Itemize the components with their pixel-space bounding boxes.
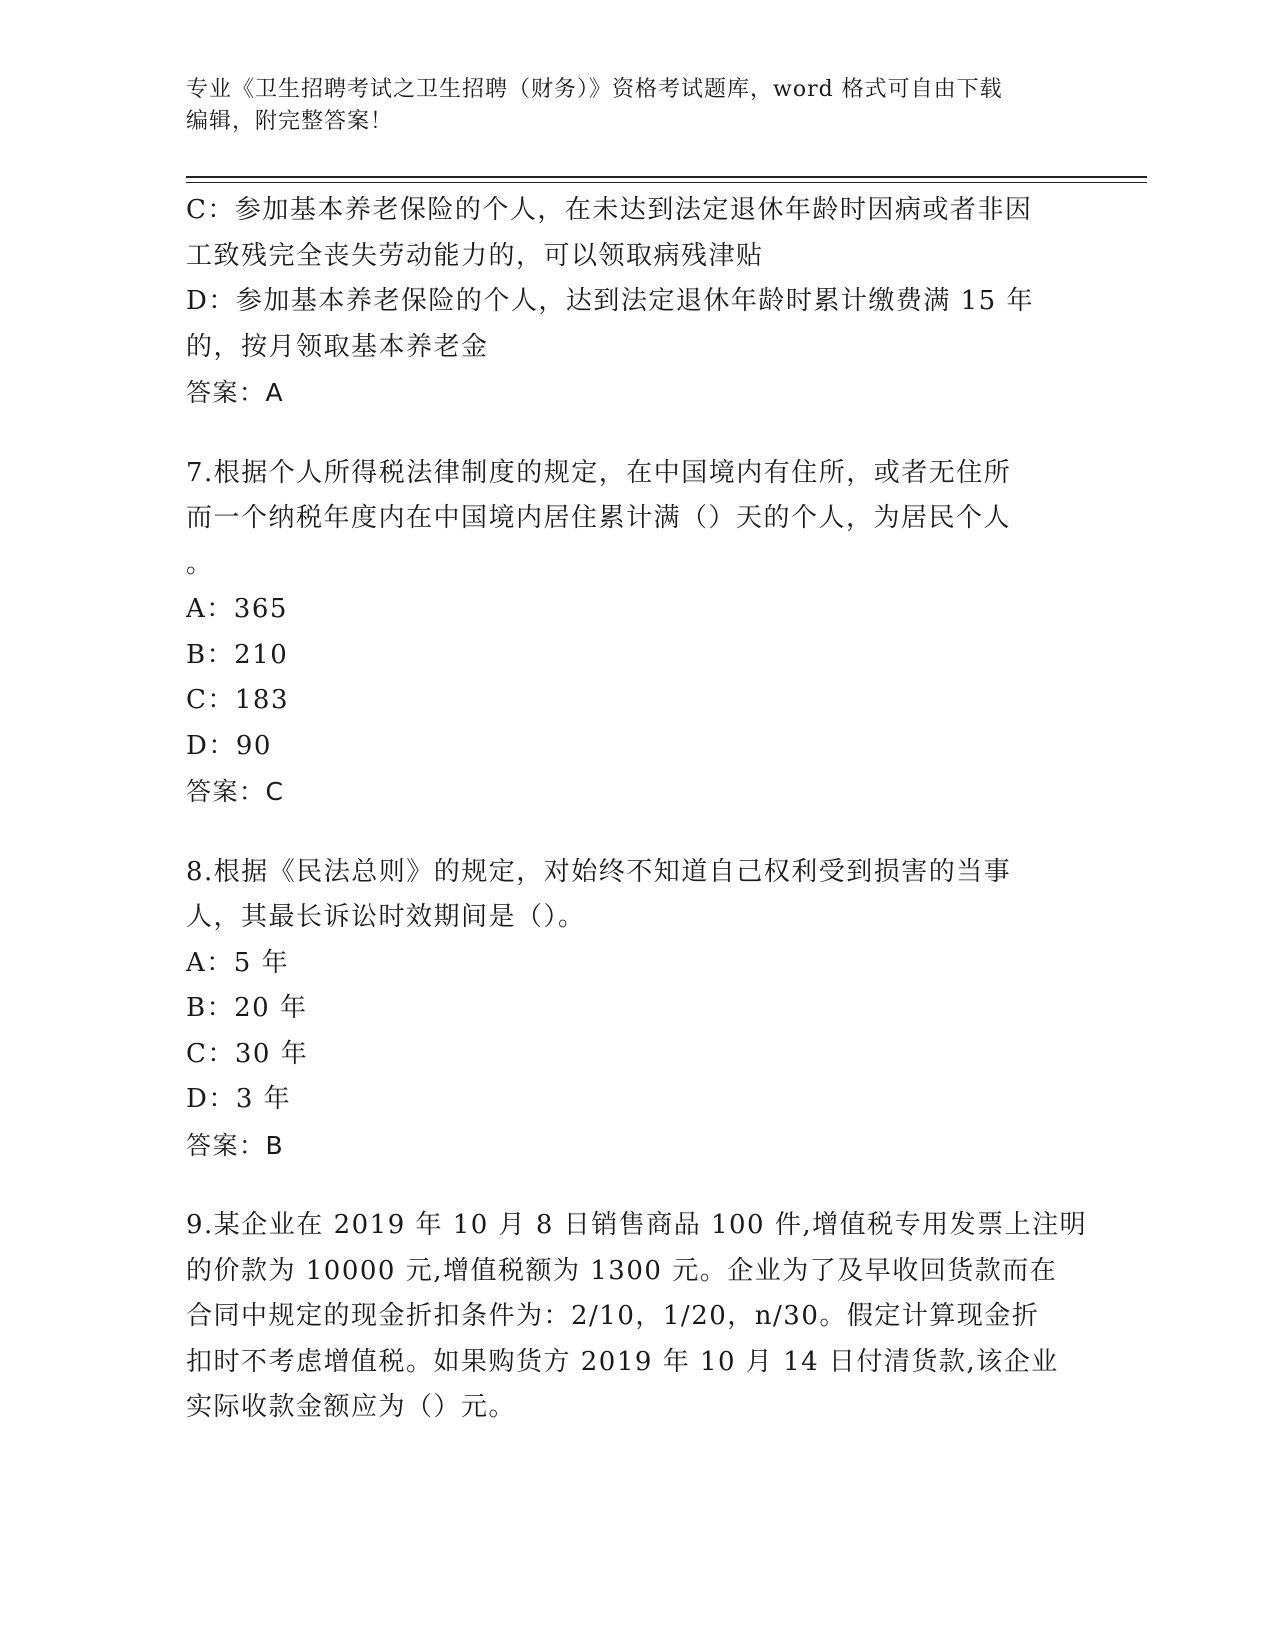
option-d: D：3 年	[186, 1084, 292, 1114]
header-title-line-1: 专业《卫生招聘考试之卫生招聘（财务）》资格考试题库，word 格式可自由下载	[186, 77, 1003, 102]
question-stem-line-3: 。	[186, 548, 214, 579]
answer-label: 答案：C	[186, 777, 285, 806]
option-b: B：20 年	[186, 993, 308, 1023]
question-stem-line-1: 8.根据《民法总则》的规定，对始终不知道自己权利受到损害的当事	[186, 856, 1012, 887]
option-c: C：183	[186, 685, 290, 715]
document-header	[186, 74, 1066, 138]
previous-question-tail	[186, 188, 1066, 416]
option-a: A：365	[186, 594, 288, 624]
option-d-line-1: D：参加基本养老保险的个人，达到法定退休年龄时累计缴费满 15 年	[186, 286, 1034, 316]
option-d: D：90	[186, 730, 272, 761]
question-stem-line-1: 9.某企业在 2019 年 10 月 8 日销售商品 100 件,增值税专用发票上注明	[186, 1210, 1088, 1240]
header-divider-thick	[186, 176, 1147, 178]
option-b: B：210	[186, 639, 289, 670]
question-stem-line-5: 实际收款金额应为（）元。	[186, 1392, 517, 1422]
document-body	[186, 188, 1088, 1431]
question-stem-line-4: 扣时不考虑增值税。如果购货方 2019 年 10 月 14 日付清货款,该企业	[186, 1346, 1059, 1377]
question-stem-line-2: 而一个纳税年度内在中国境内居住累计满（）天的个人，为居民个人	[186, 503, 1012, 533]
question-9	[186, 1203, 1088, 1431]
question-7	[186, 451, 1066, 815]
option-c-line-2: 工致残完全丧失劳动能力的，可以领取病残津贴	[186, 240, 764, 271]
question-8	[186, 850, 1066, 1169]
question-stem-line-1: 7.根据个人所得税法律制度的规定，在中国境内有住所，或者无住所	[186, 457, 1012, 488]
question-stem-line-2: 的价款为 10000 元,增值税额为 1300 元。企业为了及早收回货款而在	[186, 1255, 1058, 1286]
header-title-line-2: 编辑，附完整答案！	[186, 109, 394, 134]
option-c: C：30 年	[186, 1038, 309, 1069]
question-stem-line-3: 合同中规定的现金折扣条件为：2/10，1/20，n/30。假定计算现金折	[186, 1301, 1040, 1331]
question-stem-line-2: 人，其最长诉讼时效期间是（）。	[186, 902, 586, 932]
option-c-line-1: C：参加基本养老保险的个人，在未达到法定退休年龄时因病或者非因	[186, 195, 1033, 225]
header-divider-thin	[186, 182, 1147, 183]
option-a: A：5 年	[186, 947, 290, 978]
option-d-line-2: 的，按月领取基本养老金	[186, 331, 489, 362]
answer-label: 答案：A	[186, 378, 285, 407]
answer-label: 答案：B	[186, 1130, 285, 1160]
